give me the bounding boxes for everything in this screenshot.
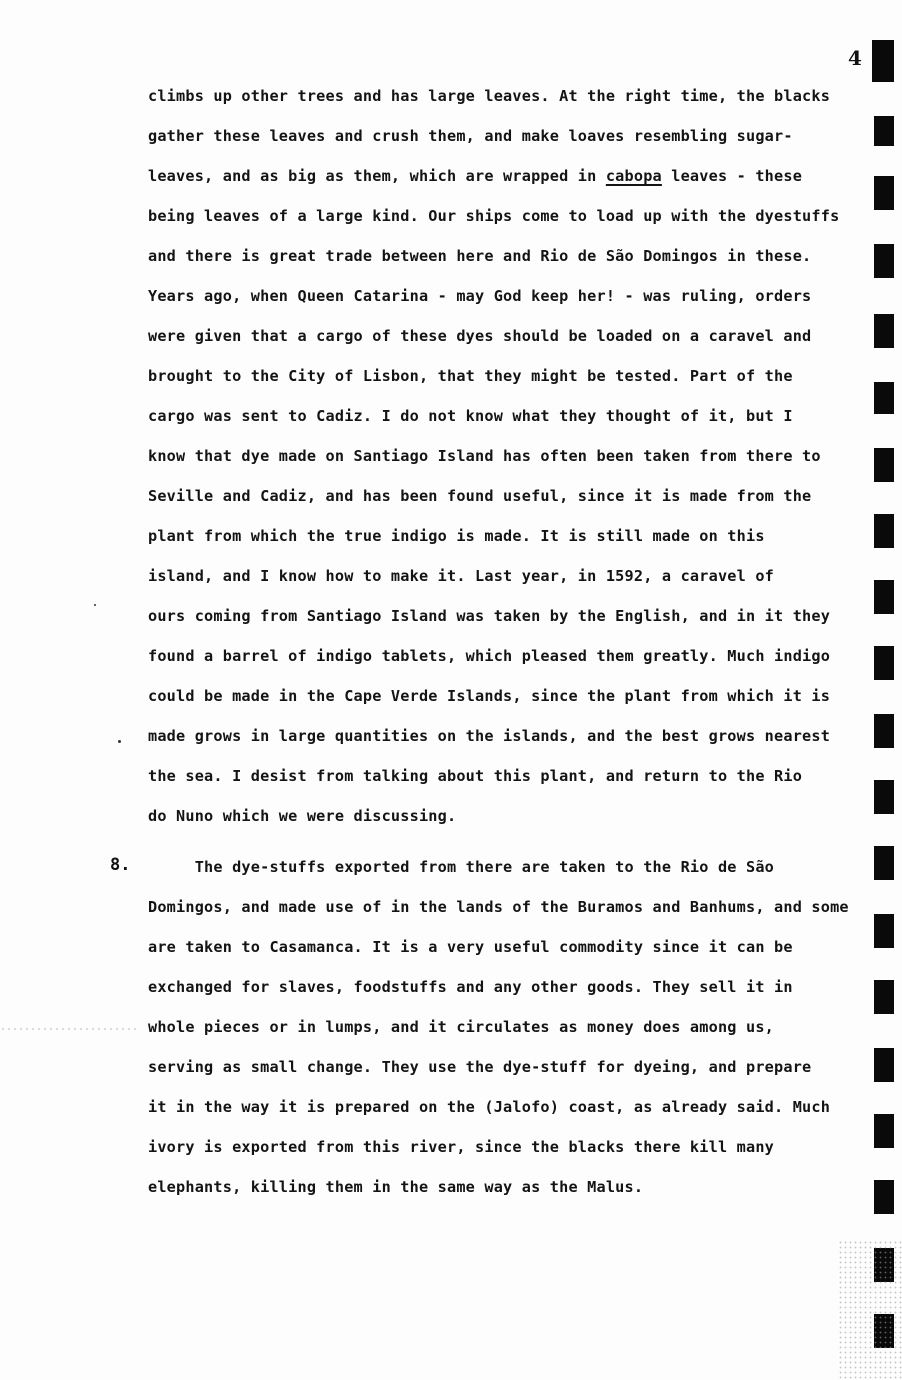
text-line: island, and I know how to make it. Last year, in 1592, a caravel of bbox=[148, 567, 775, 585]
text-line: climbs up other trees and has large leaves. At the right time, the blacks bbox=[148, 87, 831, 105]
text-line: elephants, killing them in the same way as the Malus. bbox=[148, 1178, 644, 1196]
scan-speck bbox=[94, 604, 96, 606]
text-line bbox=[148, 166, 802, 186]
text-segment: leaves, and as big as them, which are wrapped in bbox=[148, 167, 606, 185]
text-line: know that dye made on Santiago Island has often been taken from there to bbox=[148, 447, 821, 465]
text-line: found a barrel of indigo tablets, which pleased them greatly. Much indigo bbox=[148, 647, 831, 665]
text-line: whole pieces or in lumps, and it circulates as money does among us, bbox=[148, 1018, 775, 1036]
text-line: are taken to Casamanca. It is a very useful commodity since it can be bbox=[148, 938, 793, 956]
scan-edge-mark bbox=[874, 176, 894, 210]
text-line: made grows in large quantities on the islands, and the best grows nearest bbox=[148, 727, 831, 745]
text-line: gather these leaves and crush them, and make loaves resembling sugar- bbox=[148, 127, 793, 145]
scan-edge-mark bbox=[874, 514, 894, 548]
scan-edge-mark bbox=[874, 914, 894, 948]
text-line: ours coming from Santiago Island was taken by the English, and in it they bbox=[148, 607, 831, 625]
paragraph-number: 8. bbox=[110, 855, 131, 875]
text-line: plant from which the true indigo is made. It is still made on this bbox=[148, 527, 765, 545]
scan-edge-mark bbox=[874, 980, 894, 1014]
scan-edge-mark bbox=[874, 580, 894, 614]
scan-edge-mark bbox=[874, 846, 894, 880]
scan-edge-mark bbox=[874, 1114, 894, 1148]
text-line: the sea. I desist from talking about this plant, and return to the Rio bbox=[148, 767, 803, 785]
scan-edge-mark bbox=[874, 780, 894, 814]
scan-edge-mark bbox=[874, 314, 894, 348]
text-segment: leaves - these bbox=[661, 167, 803, 185]
text-line: being leaves of a large kind. Our ships come to load up with the dyestuffs bbox=[148, 207, 840, 225]
text-line: cargo was sent to Cadiz. I do not know what they thought of it, but I bbox=[148, 407, 793, 425]
text-line: The dye-stuffs exported from there are taken to the Rio de São bbox=[148, 858, 775, 876]
page-number: 4 bbox=[848, 46, 862, 70]
text-line: Years ago, when Queen Catarina - may God keep her! - was ruling, orders bbox=[148, 287, 812, 305]
scan-speck bbox=[118, 740, 121, 743]
scan-edge-mark bbox=[874, 714, 894, 748]
text-line: ivory is exported from this river, since the blacks there kill many bbox=[148, 1138, 775, 1156]
scan-noise bbox=[838, 1240, 902, 1380]
text-line: exchanged for slaves, foodstuffs and any other goods. They sell it in bbox=[148, 978, 793, 996]
text-line: were given that a cargo of these dyes should be loaded on a caravel and bbox=[148, 327, 812, 345]
text-line: it in the way it is prepared on the (Jalofo) coast, as already said. Much bbox=[148, 1098, 831, 1116]
text-line: brought to the City of Lisbon, that they might be tested. Part of the bbox=[148, 367, 793, 385]
scan-edge-mark bbox=[874, 1048, 894, 1082]
scan-noise bbox=[0, 1026, 140, 1032]
scan-edge-mark bbox=[874, 1180, 894, 1214]
text-line: and there is great trade between here and Rio de São Domingos in these. bbox=[148, 247, 812, 265]
scan-edge-mark bbox=[872, 40, 894, 82]
scan-edge-mark bbox=[874, 116, 894, 146]
text-line: Seville and Cadiz, and has been found useful, since it is made from the bbox=[148, 487, 812, 505]
text-line: serving as small change. They use the dye-stuff for dyeing, and prepare bbox=[148, 1058, 812, 1076]
scan-edge-mark bbox=[874, 244, 894, 278]
text-line: could be made in the Cape Verde Islands, since the plant from which it is bbox=[148, 687, 831, 705]
text-line: Domingos, and made use of in the lands of the Buramos and Banhums, and some bbox=[148, 898, 849, 916]
scan-edge-mark bbox=[874, 382, 894, 414]
underlined-word: cabopa bbox=[605, 167, 662, 185]
scan-edge-mark bbox=[874, 646, 894, 680]
scan-edge-mark bbox=[874, 448, 894, 482]
text-line: do Nuno which we were discussing. bbox=[148, 807, 457, 825]
